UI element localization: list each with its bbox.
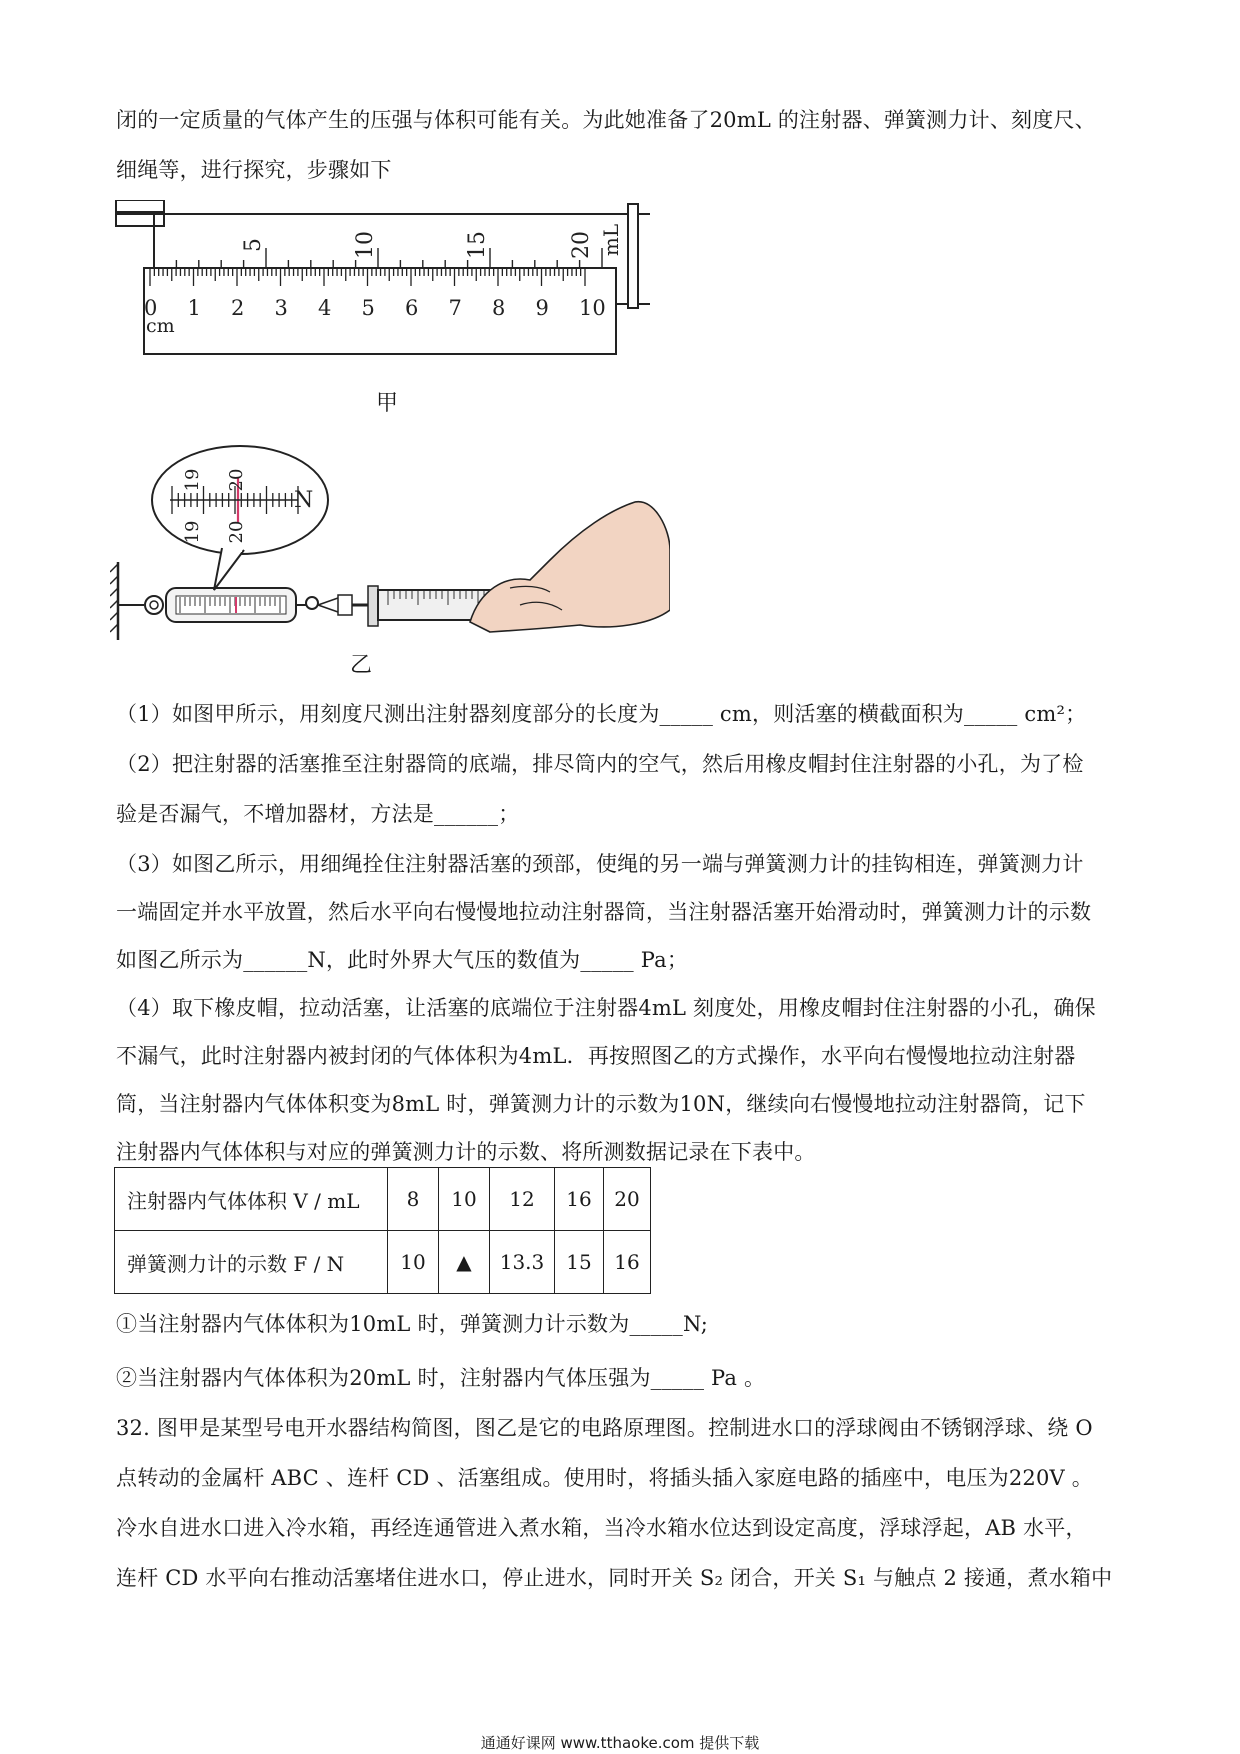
sub-question-1: ①当注射器内气体体积为10mL 时，弹簧测力计示数为_____N; (116, 1312, 709, 1336)
ruler-label: 7 (448, 296, 462, 320)
table-row-force (115, 1231, 651, 1294)
syringe-label-15: 15 (465, 231, 490, 259)
table-cell: 10 (439, 1168, 490, 1231)
table-cell: 20 (604, 1168, 651, 1231)
question-3-line-1: （3）如图乙所示，用细绳拴住注射器活塞的颈部，使绳的另一端与弹簧测力计的挂钩相连，弹簧测力计 (116, 852, 1084, 876)
question-3-line-2: 一端固定并水平放置，然后水平向右慢慢地拉动注射器筒，当注射器活塞开始滑动时，弹簧测力计的示数 (116, 900, 1092, 924)
table-cell: 16 (604, 1231, 651, 1294)
table-cell-missing: ▲ (439, 1231, 490, 1294)
ruler-label: 4 (318, 296, 332, 320)
question-4-line-4: 注射器内气体体积与对应的弹簧测力计的示数、将所测数据记录在下表中。 (116, 1140, 816, 1164)
ruler-label: 5 (361, 296, 375, 320)
ruler-label: 3 (274, 296, 288, 320)
data-table (114, 1167, 651, 1294)
sub-question-2: ②当注射器内气体体积为20mL 时，注射器内气体压强为_____ Pa 。 (116, 1366, 766, 1390)
question-2-line-1: （2）把注射器的活塞推至注射器筒的底端，排尽筒内的空气，然后用橡皮帽封住注射器的小孔，为了检 (116, 752, 1084, 776)
zoom-label-bottom-20: 20 (226, 520, 247, 544)
ruler-label: 9 (535, 296, 549, 320)
question-4-line-3: 筒，当注射器内气体体积变为8mL 时，弹簧测力计的示数为10N，继续向右慢慢地拉动注射器筒，记下 (116, 1092, 1086, 1116)
scale-hook (306, 597, 318, 609)
q32-line-3: 冷水自进水口进入冷水箱，再经连通管进入煮水箱，当冷水箱水位达到设定高度，浮球浮起，AB 水平， (116, 1516, 1087, 1540)
q32-line-4: 连杆 CD 水平向右推动活塞堵住进水口，停止进水，同时开关 S₂ 闭合，开关 S₁ 与触点 2 接通，煮水箱中 (116, 1566, 1113, 1590)
figure-jia-caption: 甲 (376, 391, 399, 416)
zoom-label-top-19: 19 (182, 468, 203, 492)
intro-line-2: 细绳等，进行探究，步骤如下 (116, 158, 392, 182)
table-cell: 12 (490, 1168, 555, 1231)
table-header-force: 弹簧测力计的示数 F / N (115, 1231, 388, 1294)
ruler-label: 2 (231, 296, 245, 320)
syringe-unit-ml: mL (599, 223, 623, 257)
intro-line-1: 闭的一定质量的气体产生的压强与体积可能有关。为此她准备了20mL 的注射器、弹簧测力计、刻度尺、 (116, 108, 1096, 132)
footer-source: 通通好课网 www.tthaoke.com 提供下载 (480, 1734, 760, 1752)
syringe-tip (116, 200, 164, 212)
zoom-label-top-20: 20 (226, 468, 247, 492)
plunger-knob (338, 595, 352, 615)
q32-line-1: 32. 图甲是某型号电开水器结构简图，图乙是它的电路原理图。控制进水口的浮球阀由不锈钢浮球、绕 O (116, 1416, 1093, 1440)
question-1: （1）如图甲所示，用刻度尺测出注射器刻度部分的长度为_____ cm，则活塞的横截面积为_____ cm²； (116, 702, 1087, 726)
ruler-unit-cm: cm (146, 315, 175, 337)
table-row-volume (115, 1168, 651, 1231)
figure-yi-spring-scale (110, 440, 670, 640)
figure-jia-syringe-ruler (110, 200, 650, 415)
figure-yi-caption: 乙 (350, 653, 373, 678)
table-cell: 15 (555, 1231, 604, 1294)
syringe-label-20: 20 (569, 231, 594, 259)
syringe-label-5: 5 (241, 238, 266, 252)
ruler-label: 6 (405, 296, 419, 320)
table-cell: 13.3 (490, 1231, 555, 1294)
syringe-flange (628, 204, 638, 308)
table-cell: 10 (388, 1231, 439, 1294)
table-header-volume: 注射器内气体体积 V / mL (115, 1168, 388, 1231)
question-4-line-1: （4）取下橡皮帽，拉动活塞，让活塞的底端位于注射器4mL 刻度处，用橡皮帽封住注射器的小孔，确保 (116, 996, 1096, 1020)
ruler-label: 8 (492, 296, 506, 320)
zoom-label-bottom-19: 19 (182, 520, 203, 544)
ruler-label: 10 (579, 296, 606, 320)
table-cell: 16 (555, 1168, 604, 1231)
question-2-line-2: 验是否漏气，不增加器材，方法是______； (116, 802, 520, 826)
hand (470, 502, 670, 632)
table-cell: 8 (388, 1168, 439, 1231)
syringe-label-10: 10 (353, 231, 378, 259)
question-3-line-3: 如图乙所示为______N，此时外界大气压的数值为_____ Pa； (116, 948, 689, 972)
zoom-unit-n: N (294, 488, 314, 513)
question-4-line-2: 不漏气，此时注射器内被封闭的气体体积为4mL．再按照图乙的方式操作，水平向右慢慢地拉动注射器 (116, 1044, 1076, 1068)
q32-line-2: 点转动的金属杆 ABC 、连杆 CD 、活塞组成。使用时，将插头插入家庭电路的插座中，电压为220V 。 (116, 1466, 1093, 1490)
ruler-label: 0 (144, 296, 158, 320)
ruler-label: 1 (187, 296, 201, 320)
